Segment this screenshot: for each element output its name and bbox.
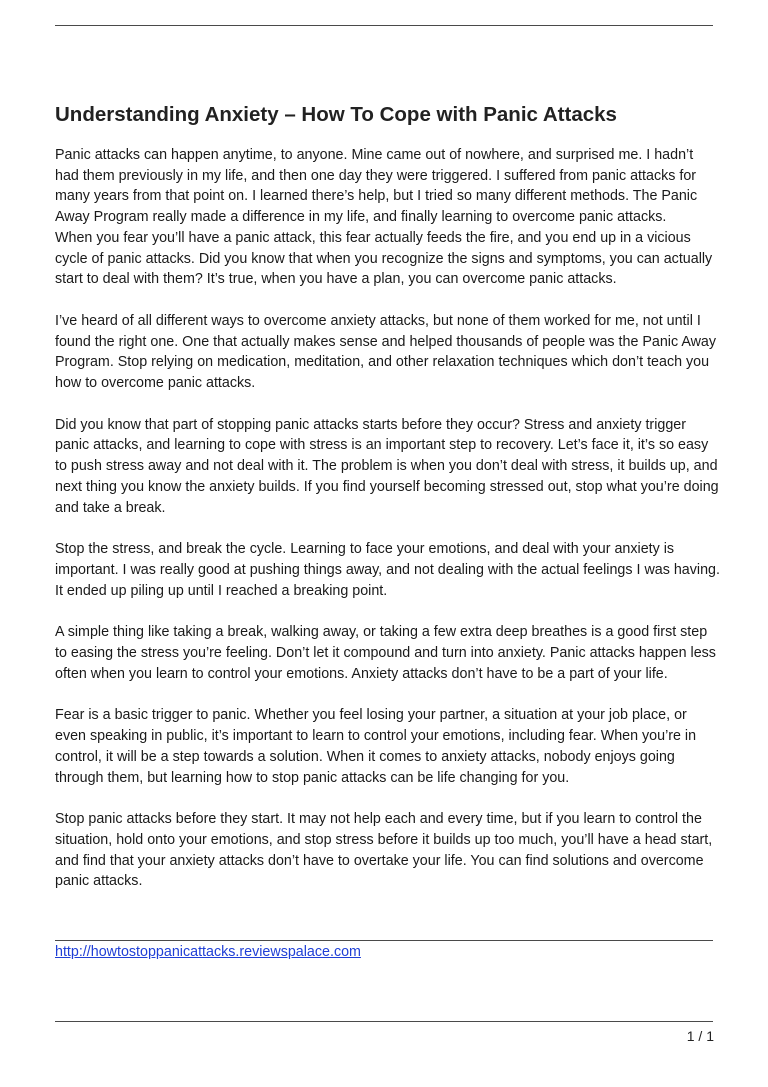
source-link[interactable]: http://howtostoppanicattacks.reviewspalace.com bbox=[55, 944, 361, 960]
link-divider bbox=[55, 940, 713, 941]
paragraph-1: Panic attacks can happen anytime, to anyone. Mine came out of nowhere, and surprised me. I hadn’t had them previously in my life, and then one day they were triggered. I suffered from panic attacks for many years from that point on. I learned there’s help, but I tried so many different methods. The Panic Away Program really made a difference in my life, and finally learning to overcome panic attacks. bbox=[55, 147, 698, 226]
paragraph-3: I’ve heard of all different ways to overcome anxiety attacks, but none of them worked for me, not until I found the right one. One that actually makes sense and helped thousands of people was the Panic Away Program. Stop relying on medication, meditation, and other relaxation techniques which don’t teach you how to overcome panic attacks. bbox=[55, 312, 717, 392]
footer-divider bbox=[55, 1021, 713, 1022]
paragraph-8: Stop panic attacks before they start. It may not help each and every time, but if you learn to control the situation, hold onto your emotions, and stop stress before it builds up too much, you’ll have a head start, and find that your anxiety attacks don’t have to overtake your life. You can find solutions and overcome panic attacks. bbox=[55, 811, 713, 890]
paragraph-4: Did you know that part of stopping panic attacks starts before they occur? Stress and anxiety trigger panic attacks, and learning to cope with stress is an important step to recovery. Let’s face it, it’s so easy to push stress away and not deal with it. The problem is when you don’t deal with stress, it builds up, and next thing you know the anxiety builds. If you find yourself becoming stressed out, stop what you’re doing and take a break. bbox=[55, 416, 719, 516]
document-body bbox=[55, 100, 720, 892]
paragraph-7: Fear is a basic trigger to panic. Whether you feel losing your partner, a situation at your job place, or even speaking in public, it’s important to learn to control your emotions, including fear. When you’re in control, it will be a step towards a solution. When it comes to anxiety attacks, nobody enjoys going through them, but learning how to stop panic attacks can be life changing for you. bbox=[55, 707, 697, 786]
paragraph-2: When you fear you’ll have a panic attack, this fear actually feeds the fire, and you end up in a vicious cycle of panic attacks. Did you know that when you recognize the signs and symptoms, you can actually start to deal with them? It’s true, when you have a plan, you can overcome panic attacks. bbox=[55, 229, 713, 288]
header-divider bbox=[55, 25, 713, 26]
paragraph-6: A simple thing like taking a break, walking away, or taking a few extra deep breathes is a good first step to easing the stress you’re feeling. Don’t let it compound and turn into anxiety. Panic attacks happen less often when you learn to control your emotions. Anxiety attacks don’t have to be a part of your life. bbox=[55, 624, 716, 682]
document-title: Understanding Anxiety – How To Cope with Panic Attacks bbox=[55, 103, 617, 126]
paragraph-5: Stop the stress, and break the cycle. Learning to face your emotions, and deal with your anxiety is important. I was really good at pushing things away, and not dealing with the actual feelings I was having. It ended up piling up until I reached a breaking point. bbox=[55, 541, 720, 599]
page-indicator: 1 / 1 bbox=[686, 1028, 714, 1044]
